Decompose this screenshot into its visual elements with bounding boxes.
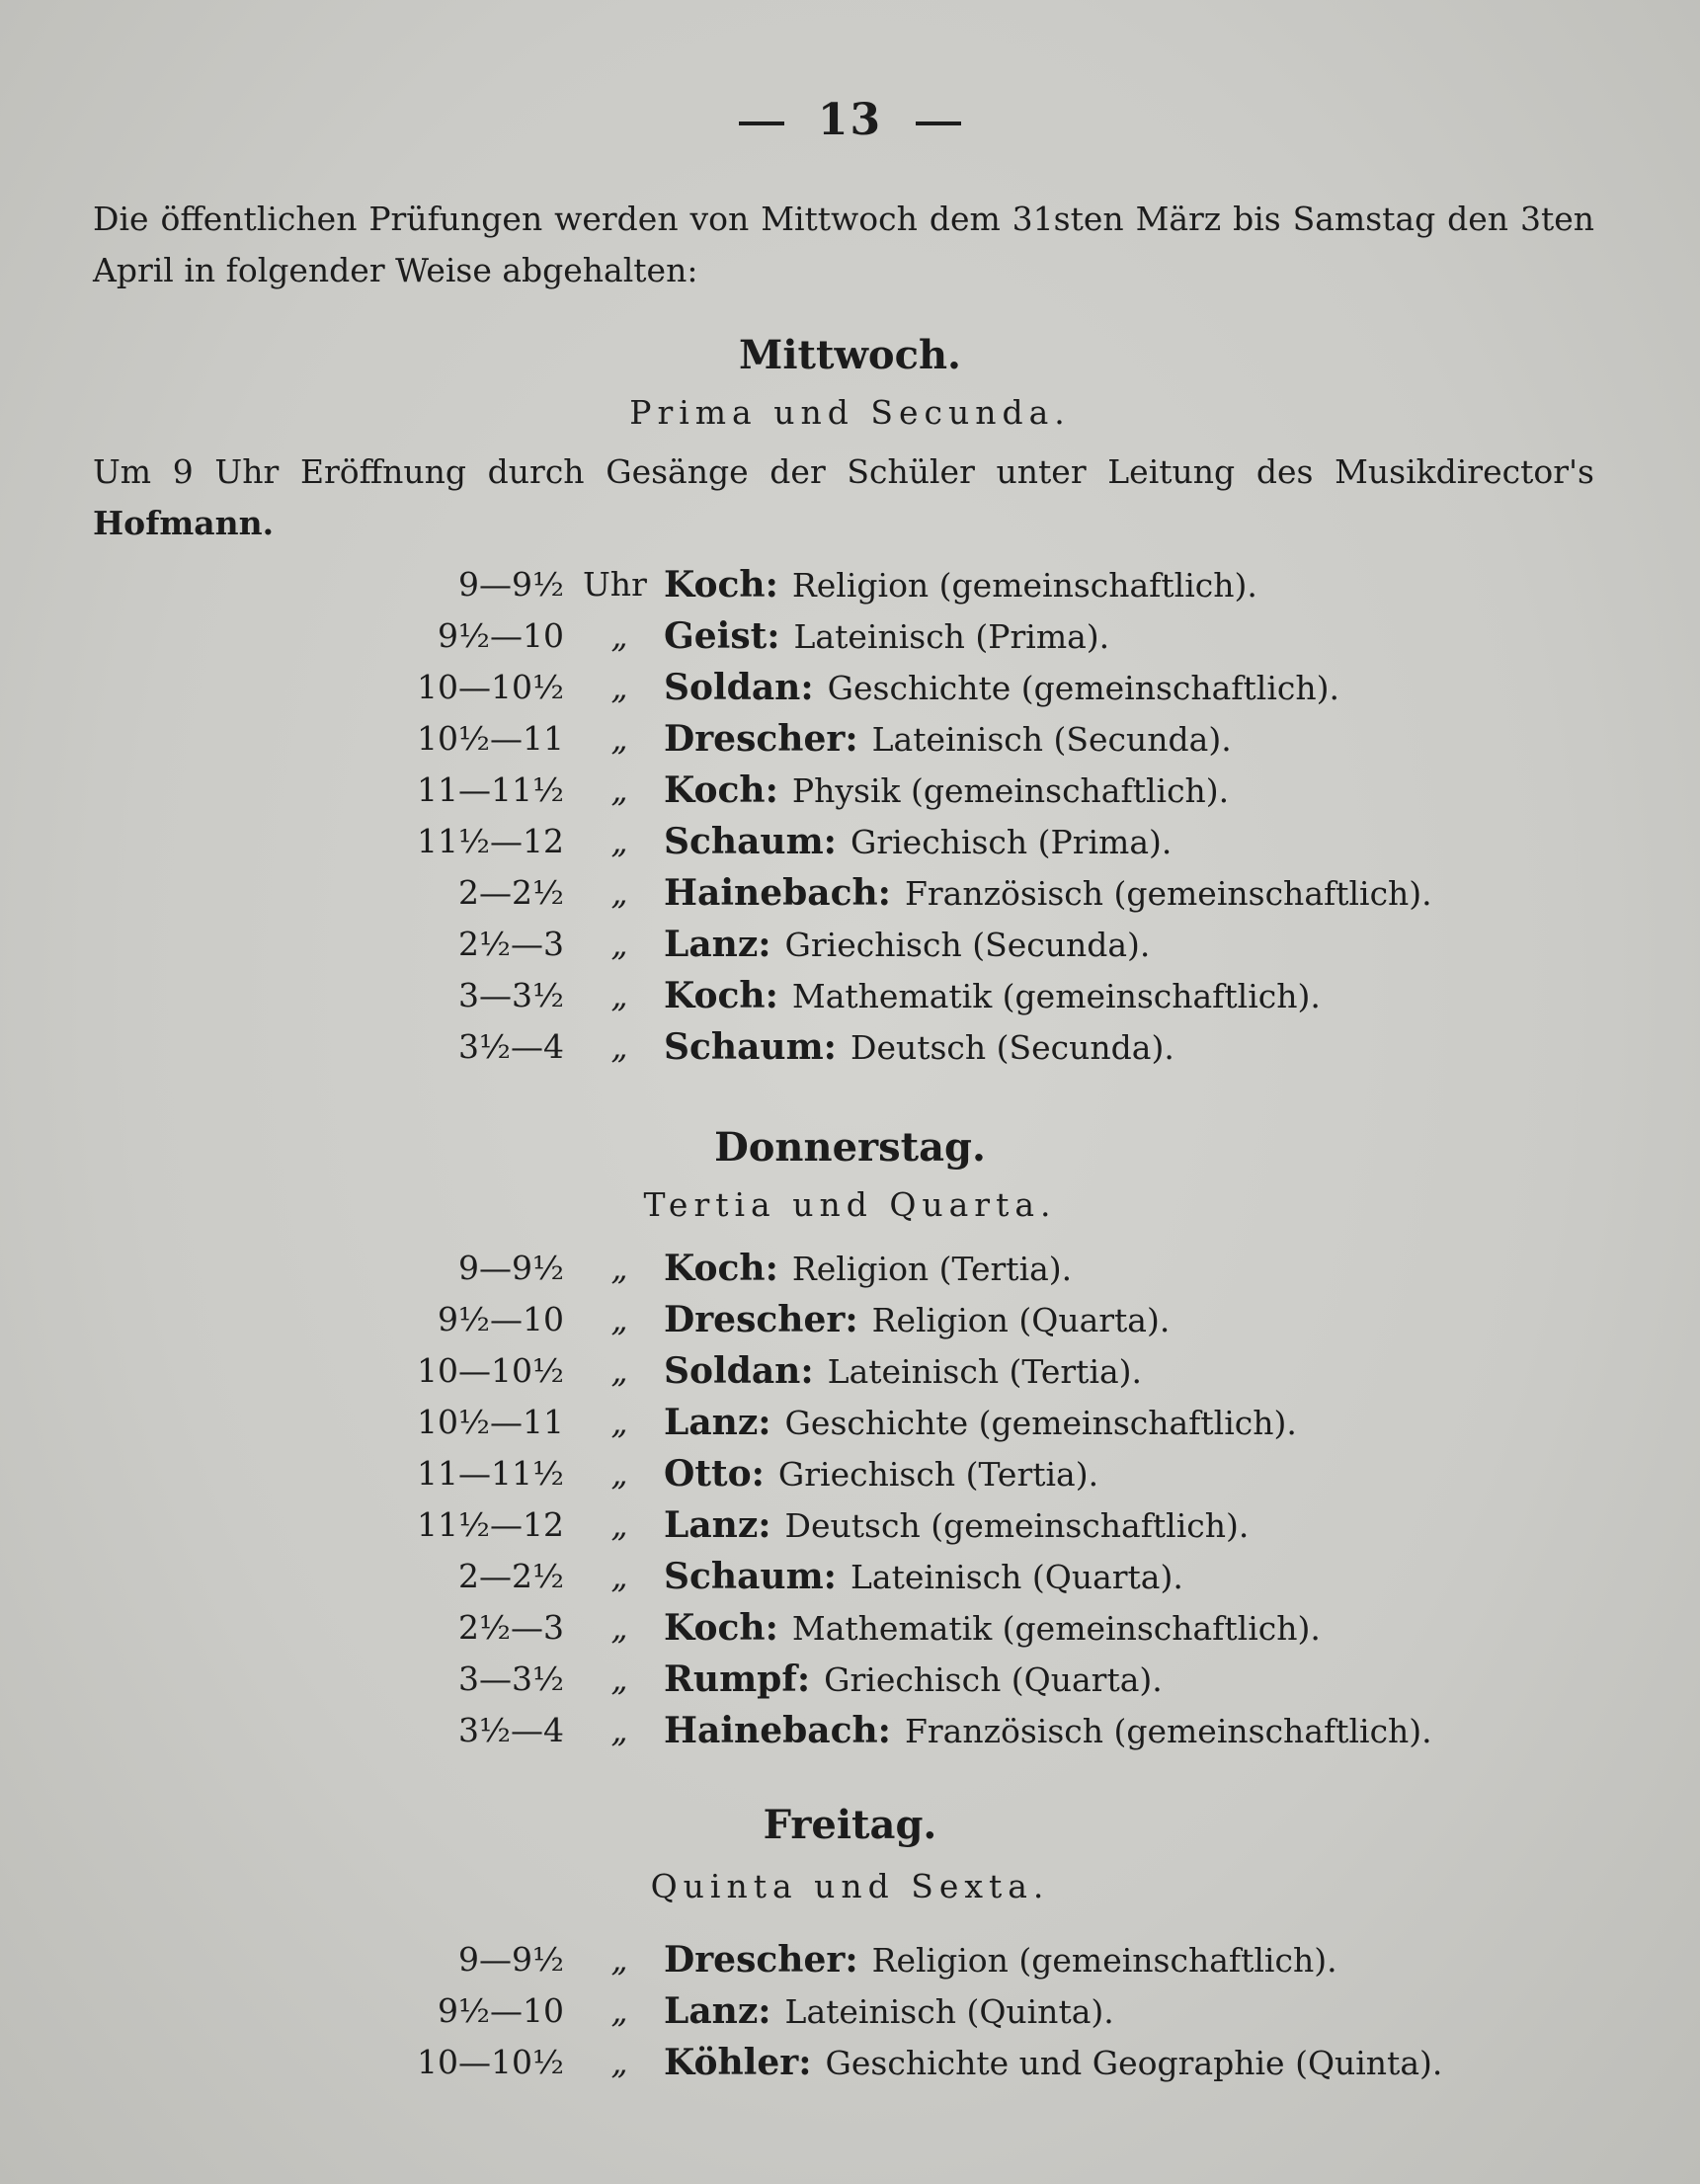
teacher-entry (664, 1021, 1174, 1074)
teacher-entry (664, 1551, 1183, 1603)
teacher-name: Köhler: (664, 2042, 812, 2083)
schedule-row (0, 1243, 1700, 1294)
teacher-name: Schaum: (664, 821, 837, 862)
subject: Lateinisch (Quinta). (784, 1992, 1114, 2031)
teacher-entry (664, 1448, 1098, 1500)
teacher-name: Lanz: (664, 1504, 771, 1546)
subject: Mathematik (gemeinschaftlich). (791, 1609, 1321, 1648)
opening-name: Hofmann. (93, 504, 275, 542)
teacher-name: Schaum: (664, 1556, 837, 1597)
ditto-mark: „ (610, 1027, 628, 1066)
teacher-entry (664, 1243, 1072, 1295)
subject: Deutsch (Secunda). (850, 1028, 1174, 1067)
time-slot: 10—10½ (417, 668, 564, 706)
teacher-name: Soldan: (664, 1350, 814, 1392)
ditto-mark: „ (610, 822, 628, 860)
day-title-freitag: Freitag. (763, 1802, 937, 1848)
uhr-label: Uhr (583, 565, 647, 604)
teacher-name: Drescher: (664, 718, 858, 760)
subject: Französisch (gemeinschaftlich). (904, 1712, 1432, 1750)
schedule-row (0, 610, 1700, 662)
time-slot: 10—10½ (417, 1351, 564, 1390)
ditto-mark: „ (610, 873, 628, 912)
schedule-row (0, 1499, 1700, 1551)
ditto-mark: „ (610, 1505, 628, 1544)
ditto-mark: „ (610, 1557, 628, 1595)
time-slot: 9½—10 (438, 1991, 564, 2030)
subject: Griechisch (Quarta). (824, 1660, 1163, 1699)
teacher-entry (664, 970, 1321, 1022)
ditto-mark: „ (610, 1300, 628, 1338)
time-slot: 2—2½ (458, 873, 564, 912)
subject: Geschichte (gemeinschaftlich). (784, 1404, 1297, 1442)
ditto-mark: „ (610, 925, 628, 963)
time-slot: 9½—10 (438, 1300, 564, 1338)
time-slot: 11—11½ (417, 770, 564, 809)
time-slot: 9½—10 (438, 616, 564, 655)
time-slot: 10½—11 (417, 719, 564, 758)
time-slot: 11½—12 (417, 822, 564, 860)
schedule-row (0, 1021, 1700, 1073)
teacher-entry (664, 816, 1172, 868)
time-slot: 3—3½ (458, 1659, 564, 1698)
ditto-mark: „ (610, 719, 628, 758)
schedule-row (0, 713, 1700, 765)
schedule-row (0, 970, 1700, 1021)
dash-left (739, 121, 784, 125)
subject: Lateinisch (Secunda). (871, 720, 1232, 759)
teacher-entry (664, 662, 1339, 714)
subject: Mathematik (gemeinschaftlich). (791, 977, 1321, 1015)
schedule-row (0, 1934, 1700, 1985)
teacher-entry (664, 1602, 1321, 1655)
intro-paragraph: Die öffentlichen Prüfungen werden von Mittwoch dem 31sten März bis Samstag den 3ten April in folgender Weise abgehalten: (93, 200, 1594, 289)
time-slot: 3½—4 (458, 1711, 564, 1749)
teacher-name: Hainebach: (664, 1710, 891, 1751)
time-slot: 10½—11 (417, 1403, 564, 1441)
teacher-entry (664, 1654, 1163, 1706)
ditto-mark: „ (610, 770, 628, 809)
teacher-name: Schaum: (664, 1026, 837, 1068)
subject: Französisch (gemeinschaftlich). (904, 874, 1432, 913)
ditto-mark: „ (610, 1249, 628, 1287)
teacher-name: Koch: (664, 1607, 778, 1649)
teacher-name: Hainebach: (664, 872, 891, 914)
teacher-entry (664, 919, 1150, 971)
subject: Griechisch (Secunda). (784, 926, 1151, 964)
subject: Religion (Tertia). (791, 1250, 1073, 1288)
teacher-name: Koch: (664, 975, 778, 1016)
ditto-mark: „ (610, 1403, 628, 1441)
opening-text: Um 9 Uhr Eröffnung durch Gesänge der Schüler unter Leitung des Musikdirector's (93, 452, 1594, 491)
teacher-entry (664, 610, 1109, 663)
time-slot: 11½—12 (417, 1505, 564, 1544)
classes-donnerstag: Tertia und Quarta. (643, 1185, 1057, 1224)
subject: Geschichte (gemeinschaftlich). (827, 669, 1339, 707)
day-title-donnerstag: Donnerstag. (714, 1124, 986, 1171)
schedule-row (0, 1602, 1700, 1654)
subject: Religion (Quarta). (871, 1301, 1171, 1339)
time-slot: 9—9½ (458, 1249, 564, 1287)
subject: Geschichte und Geographie (Quinta). (825, 2044, 1443, 2082)
teacher-entry (664, 1705, 1432, 1757)
ditto-mark: „ (610, 1608, 628, 1647)
time-slot: 2½—3 (458, 1608, 564, 1647)
teacher-name: Rumpf: (664, 1658, 811, 1700)
subject: Religion (gemeinschaftlich). (871, 1941, 1337, 1980)
ditto-mark: „ (610, 976, 628, 1014)
schedule-row (0, 1345, 1700, 1397)
subject: Lateinisch (Tertia). (827, 1352, 1143, 1391)
teacher-name: Otto: (664, 1453, 765, 1495)
classes-freitag: Quinta und Sexta. (650, 1867, 1050, 1905)
opening-paragraph (93, 446, 1594, 549)
teacher-name: Geist: (664, 615, 780, 657)
schedule-row (0, 2037, 1700, 2088)
schedule-row (0, 1448, 1700, 1499)
subject: Lateinisch (Prima). (793, 617, 1110, 656)
schedule-row (0, 919, 1700, 970)
ditto-mark: „ (610, 1351, 628, 1390)
time-slot: 2½—3 (458, 925, 564, 963)
page-number-line (0, 95, 1700, 145)
teacher-name: Lanz: (664, 1402, 771, 1443)
schedule-row (0, 1654, 1700, 1705)
teacher-entry (664, 1985, 1114, 2038)
subject: Griechisch (Tertia). (777, 1455, 1099, 1494)
schedule-row (0, 662, 1700, 713)
ditto-mark: „ (610, 1940, 628, 1979)
teacher-name: Koch: (664, 1248, 778, 1289)
teacher-entry (664, 765, 1229, 817)
teacher-name: Soldan: (664, 667, 814, 708)
time-slot: 11—11½ (417, 1454, 564, 1493)
classes-mittwoch: Prima und Secunda. (629, 393, 1071, 432)
schedule-row (0, 765, 1700, 816)
teacher-name: Koch: (664, 769, 778, 811)
ditto-mark: „ (610, 2043, 628, 2081)
ditto-mark: „ (610, 1991, 628, 2030)
schedule-row (0, 1705, 1700, 1756)
subject: Deutsch (gemeinschaftlich). (784, 1506, 1250, 1545)
schedule-row (0, 867, 1700, 919)
ditto-mark: „ (610, 616, 628, 655)
time-slot: 3½—4 (458, 1027, 564, 1066)
subject: Physik (gemeinschaftlich). (791, 771, 1230, 810)
teacher-entry (664, 1934, 1337, 1986)
page-number: 13 (817, 95, 883, 145)
ditto-mark: „ (610, 1659, 628, 1698)
ditto-mark: „ (610, 1711, 628, 1749)
teacher-entry (664, 2037, 1442, 2089)
teacher-name: Lanz: (664, 924, 771, 965)
day-title-mittwoch: Mittwoch. (739, 332, 961, 378)
teacher-entry (664, 713, 1232, 766)
ditto-mark: „ (610, 1454, 628, 1493)
teacher-entry (664, 1397, 1297, 1449)
subject: Religion (gemeinschaftlich). (791, 566, 1257, 605)
teacher-name: Koch: (664, 564, 778, 606)
time-slot: 3—3½ (458, 976, 564, 1014)
teacher-name: Drescher: (664, 1939, 858, 1981)
teacher-entry (664, 559, 1257, 611)
subject: Lateinisch (Quarta). (850, 1558, 1183, 1596)
schedule-row (0, 1551, 1700, 1602)
teacher-entry (664, 867, 1432, 920)
dash-right (916, 121, 961, 125)
time-slot: 10—10½ (417, 2043, 564, 2081)
schedule-row (0, 1397, 1700, 1448)
time-slot: 9—9½ (458, 1940, 564, 1979)
ditto-mark: „ (610, 668, 628, 706)
teacher-entry (664, 1499, 1249, 1552)
subject: Griechisch (Prima). (850, 823, 1173, 861)
time-slot: 9—9½ (458, 565, 564, 604)
schedule-row (0, 1985, 1700, 2037)
teacher-entry (664, 1294, 1170, 1346)
schedule-row (0, 816, 1700, 867)
teacher-entry (664, 1345, 1142, 1398)
teacher-name: Drescher: (664, 1299, 858, 1340)
schedule-row (0, 1294, 1700, 1345)
time-slot: 2—2½ (458, 1557, 564, 1595)
schedule-row (0, 559, 1700, 610)
teacher-name: Lanz: (664, 1990, 771, 2032)
